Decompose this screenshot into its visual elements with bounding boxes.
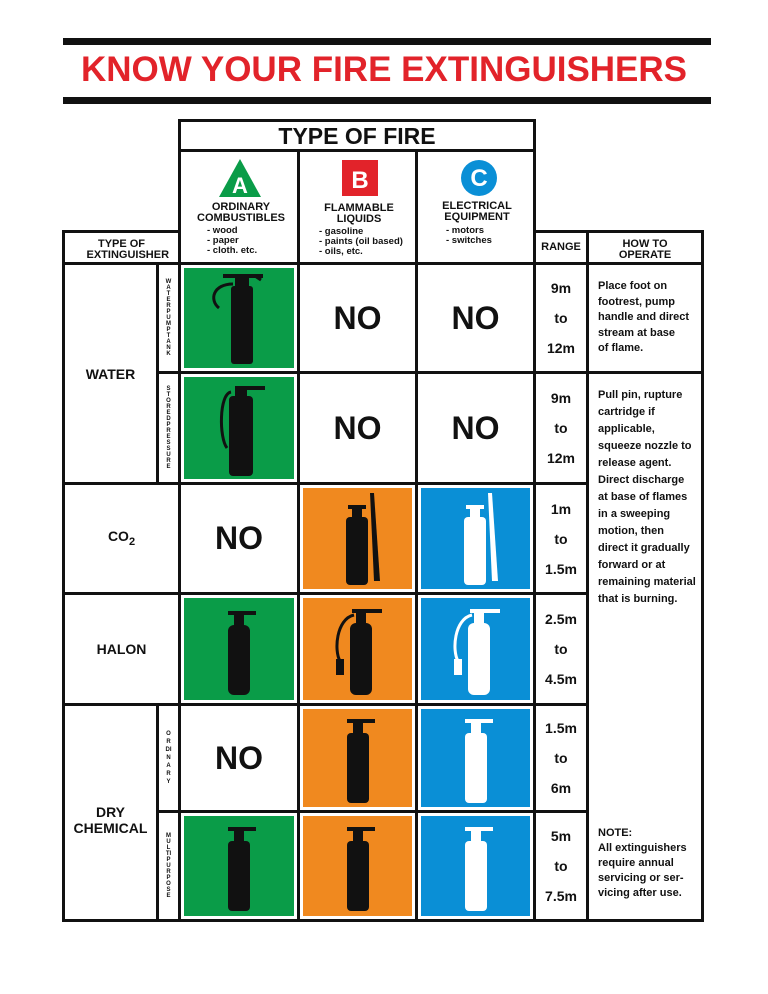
operate-pump-tank <box>586 262 704 374</box>
cell-water-pump-c: NO <box>415 262 536 374</box>
class-a-examples: - wood - paper - cloth. etc. <box>207 225 258 256</box>
operate-note: NOTE: All extinguishers require annual servicing or ser- vicing after use. <box>598 827 687 899</box>
range-co2: 1m to 1.5m <box>533 482 589 595</box>
cell-dry-ordinary-c <box>415 703 536 813</box>
cell-halon-a <box>178 592 300 706</box>
page-title: KNOW YOUR FIRE EXTINGUISHERS <box>80 50 688 89</box>
halon-extinguisher-icon-white <box>446 601 506 697</box>
class-b-examples: - gasoline - paints (oil based) - oils, etc. <box>319 226 403 257</box>
cell-dry-multi-b <box>297 810 418 922</box>
co2-extinguisher-icon-black <box>328 491 388 587</box>
cell-halon-c <box>415 592 536 706</box>
range-dry-ordinary: 1.5m to 6m <box>533 703 589 813</box>
type-of-fire-label: TYPE OF FIRE <box>278 123 436 149</box>
top-rule <box>63 38 711 45</box>
svg-text:A: A <box>232 173 248 198</box>
class-b-header <box>297 149 418 265</box>
class-a-name: ORDINARY COMBUSTIBLES <box>197 201 285 224</box>
class-c-header <box>415 149 536 265</box>
svg-text:C: C <box>470 165 488 192</box>
multi-purpose-extinguisher-icon-black-b <box>333 819 383 913</box>
cell-water-stored-a <box>178 371 300 485</box>
halon-extinguisher-icon-black-b <box>328 601 388 697</box>
cell-halon-b <box>297 592 418 706</box>
row-label-dry-ordinary: ORDINARY <box>156 703 181 813</box>
class-b-square-icon <box>342 160 378 196</box>
bottom-rule <box>63 97 711 104</box>
operate-pump-text: Place foot on footrest, pump handle and direct stream at base of flame. <box>598 280 690 354</box>
row-label-stored-pressure: STORED PRESSURE <box>156 371 181 485</box>
range-header: RANGE <box>533 230 589 265</box>
row-label-halon: HALON <box>62 592 181 706</box>
multi-purpose-extinguisher-icon-black-a <box>214 819 264 913</box>
halon-extinguisher-icon-black-a <box>214 601 264 697</box>
row-label-water-pump-tank: WATER PUMP TANK <box>156 262 181 374</box>
cell-water-pump-a <box>178 262 300 374</box>
cell-dry-ordinary-b <box>297 703 418 813</box>
row-label-water: WATER <box>62 262 159 485</box>
class-c-examples: - motors - switches <box>446 225 492 246</box>
class-c-name: ELECTRICAL EQUIPMENT <box>442 200 512 223</box>
range-dry-multi: 5m to 7.5m <box>533 810 589 922</box>
row-label-dry-multi-purpose: MULTI PURPOSE <box>156 810 181 922</box>
cell-water-stored-c: NO <box>415 371 536 485</box>
range-water-stored: 9m to 12m <box>533 371 589 485</box>
range-water-pump: 9m to 12m <box>533 262 589 374</box>
cell-dry-ordinary-a: NO <box>178 703 300 813</box>
cell-co2-a: NO <box>178 482 300 595</box>
cell-dry-multi-c <box>415 810 536 922</box>
dry-chem-extinguisher-icon-black <box>333 711 383 805</box>
stored-pressure-extinguisher-icon <box>209 378 269 478</box>
row-label-dry-chemical: DRY CHEMICAL <box>62 703 159 922</box>
operate-general <box>586 371 704 922</box>
class-a-header <box>178 149 300 265</box>
dry-chem-extinguisher-icon-white <box>451 711 501 805</box>
cell-water-pump-b: NO <box>297 262 418 374</box>
multi-purpose-extinguisher-icon-white <box>451 819 501 913</box>
type-of-extinguisher-header: TYPE OF EXTINGUISHER <box>62 230 181 265</box>
class-c-circle-icon <box>460 159 498 197</box>
class-a-triangle-icon <box>218 158 262 198</box>
how-to-operate-header: HOW TO OPERATE <box>586 230 704 265</box>
co2-extinguisher-icon-white <box>446 491 506 587</box>
svg-text:B: B <box>351 167 369 194</box>
cell-dry-multi-a <box>178 810 300 922</box>
pump-tank-extinguisher-icon <box>209 270 269 366</box>
range-halon: 2.5m to 4.5m <box>533 592 589 706</box>
row-label-co2 <box>62 482 181 595</box>
class-b-name: FLAMMABLE LIQUIDS <box>324 202 394 225</box>
cell-co2-c <box>415 482 536 595</box>
type-of-fire-header <box>178 119 536 152</box>
operate-general-text: Pull pin, rupture cartridge if applicable, squeeze nozzle to release agent. Direct discharge at base of flames in a sweeping motion, then direct it gradually forward or at remaining material that is burning. <box>598 389 696 605</box>
cell-co2-b <box>297 482 418 595</box>
cell-water-stored-b: NO <box>297 371 418 485</box>
co2-label: $CO_2$ <box>107 527 136 548</box>
